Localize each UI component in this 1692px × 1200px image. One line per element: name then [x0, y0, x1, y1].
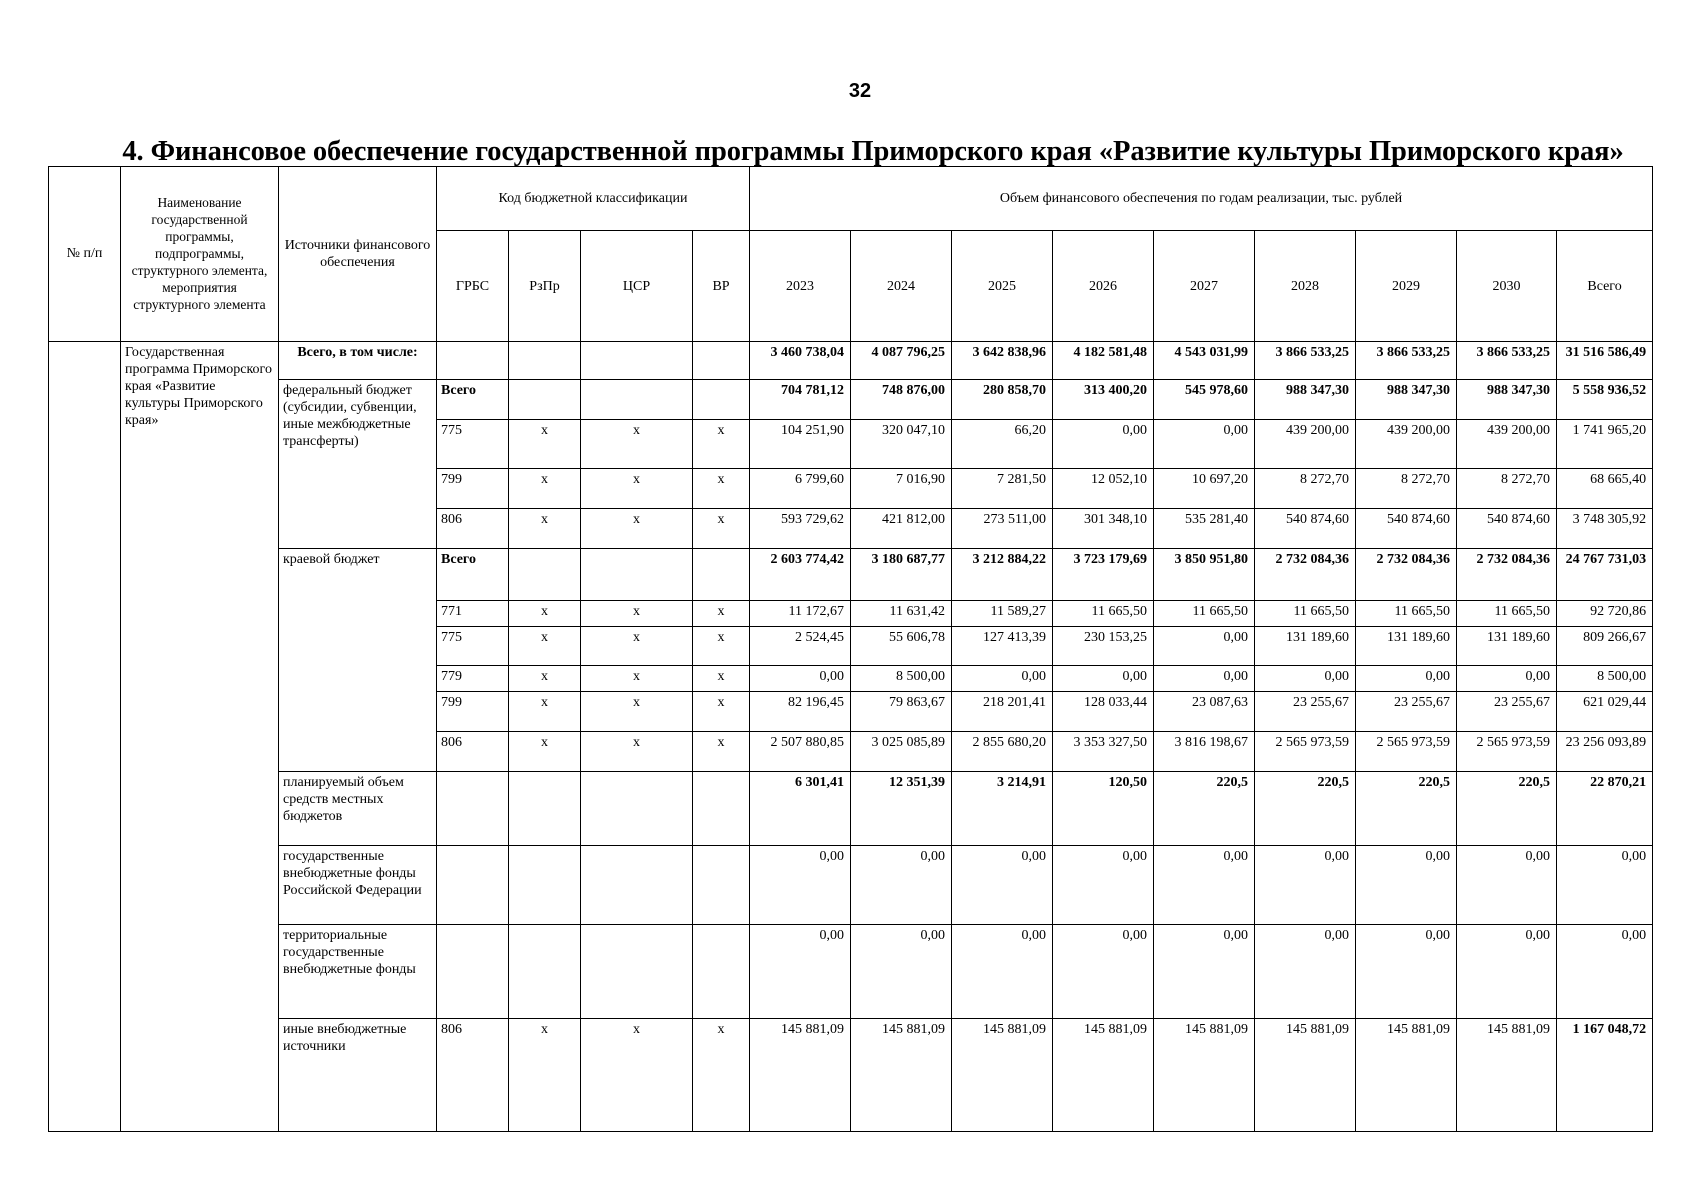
value-cell: 220,5	[1356, 772, 1457, 846]
value-cell: 3 180 687,77	[851, 548, 952, 600]
value-cell: 439 200,00	[1457, 420, 1557, 468]
row-number-cell	[49, 341, 121, 1131]
cell-rzpr: x	[509, 468, 581, 508]
value-cell: 145 881,09	[1356, 1019, 1457, 1132]
header-budget-code: Код бюджетной классификации	[437, 167, 750, 231]
value-cell-total: 621 029,44	[1557, 691, 1653, 731]
cell-grbs	[437, 341, 509, 379]
value-cell: 704 781,12	[750, 380, 851, 420]
value-cell-total: 1 741 965,20	[1557, 420, 1653, 468]
value-cell: 145 881,09	[1255, 1019, 1356, 1132]
header-year: 2026	[1053, 231, 1154, 342]
table-row	[49, 548, 1653, 600]
value-cell: 127 413,39	[952, 627, 1053, 665]
value-cell: 11 665,50	[1154, 601, 1255, 627]
value-cell: 2 524,45	[750, 627, 851, 665]
value-cell: 4 543 031,99	[1154, 341, 1255, 379]
table-row	[49, 1019, 1653, 1132]
value-cell: 128 033,44	[1053, 691, 1154, 731]
header-num: № п/п	[49, 167, 121, 342]
value-cell-total: 3 748 305,92	[1557, 508, 1653, 548]
value-cell: 0,00	[1053, 846, 1154, 924]
cell-grbs: 806	[437, 1019, 509, 1132]
value-cell: 0,00	[1457, 924, 1557, 1018]
value-cell: 4 087 796,25	[851, 341, 952, 379]
value-cell: 3 212 884,22	[952, 548, 1053, 600]
value-cell: 988 347,30	[1356, 380, 1457, 420]
value-cell-total: 809 266,67	[1557, 627, 1653, 665]
value-cell: 82 196,45	[750, 691, 851, 731]
header-year: 2024	[851, 231, 952, 342]
value-cell-total: 22 870,21	[1557, 772, 1653, 846]
value-cell: 0,00	[1356, 846, 1457, 924]
value-cell-total: 8 500,00	[1557, 665, 1653, 691]
value-cell: 218 201,41	[952, 691, 1053, 731]
cell-csr	[581, 924, 693, 1018]
value-cell: 3 850 951,80	[1154, 548, 1255, 600]
value-cell: 11 665,50	[1255, 601, 1356, 627]
value-cell: 11 665,50	[1053, 601, 1154, 627]
value-cell-total: 68 665,40	[1557, 468, 1653, 508]
value-cell: 3 353 327,50	[1053, 731, 1154, 771]
value-cell-total: 24 767 731,03	[1557, 548, 1653, 600]
header-grbs: ГРБС	[437, 231, 509, 342]
value-cell-total: 31 516 586,49	[1557, 341, 1653, 379]
value-cell: 2 565 973,59	[1457, 731, 1557, 771]
value-cell: 11 665,50	[1356, 601, 1457, 627]
value-cell: 6 301,41	[750, 772, 851, 846]
cell-vr: x	[693, 508, 750, 548]
source-local: планируемый объем средств местных бюджетов	[279, 772, 437, 846]
cell-vr	[693, 846, 750, 924]
financing-table	[48, 166, 1653, 1132]
value-cell: 4 182 581,48	[1053, 341, 1154, 379]
cell-grbs: 775	[437, 420, 509, 468]
value-cell: 8 272,70	[1255, 468, 1356, 508]
value-cell: 3 214,91	[952, 772, 1053, 846]
cell-vr: x	[693, 1019, 750, 1132]
cell-vr: x	[693, 627, 750, 665]
cell-vr: x	[693, 665, 750, 691]
value-cell: 540 874,60	[1356, 508, 1457, 548]
cell-grbs: 775	[437, 627, 509, 665]
value-cell: 145 881,09	[1457, 1019, 1557, 1132]
value-cell: 545 978,60	[1154, 380, 1255, 420]
value-cell: 6 799,60	[750, 468, 851, 508]
cell-csr: x	[581, 731, 693, 771]
cell-rzpr: x	[509, 508, 581, 548]
cell-grbs: 779	[437, 665, 509, 691]
value-cell: 2 732 084,36	[1255, 548, 1356, 600]
cell-csr	[581, 548, 693, 600]
value-cell: 3 866 533,25	[1457, 341, 1557, 379]
cell-vr: x	[693, 691, 750, 731]
value-cell: 439 200,00	[1356, 420, 1457, 468]
table-row	[49, 924, 1653, 1018]
source-regional: краевой бюджет	[279, 548, 437, 771]
cell-csr: x	[581, 468, 693, 508]
value-cell: 145 881,09	[952, 1019, 1053, 1132]
value-cell: 11 665,50	[1457, 601, 1557, 627]
value-cell-total: 0,00	[1557, 846, 1653, 924]
value-cell: 0,00	[1255, 665, 1356, 691]
cell-csr	[581, 341, 693, 379]
cell-vr	[693, 380, 750, 420]
value-cell: 593 729,62	[750, 508, 851, 548]
value-cell: 2 732 084,36	[1457, 548, 1557, 600]
value-cell: 8 272,70	[1457, 468, 1557, 508]
cell-vr	[693, 924, 750, 1018]
value-cell-total: 92 720,86	[1557, 601, 1653, 627]
header-year-total: Всего	[1557, 231, 1653, 342]
cell-csr	[581, 846, 693, 924]
value-cell-total: 1 167 048,72	[1557, 1019, 1653, 1132]
value-cell: 145 881,09	[851, 1019, 952, 1132]
value-cell: 0,00	[1154, 924, 1255, 1018]
value-cell: 0,00	[952, 846, 1053, 924]
value-cell: 0,00	[1255, 924, 1356, 1018]
cell-rzpr: x	[509, 691, 581, 731]
cell-grbs	[437, 924, 509, 1018]
cell-rzpr: x	[509, 1019, 581, 1132]
value-cell: 131 189,60	[1457, 627, 1557, 665]
source-territorial-funds: территориальные государственные внебюджетные фонды	[279, 924, 437, 1018]
value-cell: 3 866 533,25	[1255, 341, 1356, 379]
cell-grbs: 799	[437, 468, 509, 508]
value-cell: 0,00	[1457, 846, 1557, 924]
value-cell: 23 255,67	[1457, 691, 1557, 731]
value-cell: 0,00	[750, 846, 851, 924]
value-cell: 2 732 084,36	[1356, 548, 1457, 600]
header-year: 2030	[1457, 231, 1557, 342]
header-csr: ЦСР	[581, 231, 693, 342]
value-cell: 12 351,39	[851, 772, 952, 846]
value-cell: 23 087,63	[1154, 691, 1255, 731]
value-cell: 10 697,20	[1154, 468, 1255, 508]
value-cell: 145 881,09	[750, 1019, 851, 1132]
value-cell: 3 816 198,67	[1154, 731, 1255, 771]
value-cell: 0,00	[1154, 627, 1255, 665]
value-cell: 0,00	[750, 665, 851, 691]
value-cell: 23 255,67	[1356, 691, 1457, 731]
value-cell: 3 866 533,25	[1356, 341, 1457, 379]
table-row	[49, 341, 1653, 379]
value-cell: 0,00	[952, 665, 1053, 691]
header-name: Наименование государственной программы, подпрограммы, структурного элемента, мероприятия структурного элемента	[121, 167, 279, 342]
value-cell: 273 511,00	[952, 508, 1053, 548]
cell-grbs	[437, 846, 509, 924]
value-cell: 988 347,30	[1255, 380, 1356, 420]
value-cell: 145 881,09	[1154, 1019, 1255, 1132]
source-total: Всего, в том числе:	[279, 341, 437, 379]
cell-csr: x	[581, 691, 693, 731]
value-cell: 220,5	[1457, 772, 1557, 846]
cell-vr: x	[693, 731, 750, 771]
cell-csr: x	[581, 601, 693, 627]
source-federal: федеральный бюджет (субсидии, субвенции, иные межбюджетные трансферты)	[279, 380, 437, 549]
value-cell: 3 642 838,96	[952, 341, 1053, 379]
value-cell: 0,00	[1154, 665, 1255, 691]
cell-rzpr: x	[509, 601, 581, 627]
table-row	[49, 772, 1653, 846]
source-other: иные внебюджетные источники	[279, 1019, 437, 1132]
cell-rzpr: x	[509, 420, 581, 468]
value-cell: 0,00	[750, 924, 851, 1018]
header-year: 2027	[1154, 231, 1255, 342]
value-cell: 220,5	[1255, 772, 1356, 846]
value-cell: 301 348,10	[1053, 508, 1154, 548]
value-cell: 0,00	[1053, 420, 1154, 468]
cell-grbs: 806	[437, 731, 509, 771]
source-state-funds: государственные внебюджетные фонды Российской Федерации	[279, 846, 437, 924]
value-cell: 0,00	[1053, 924, 1154, 1018]
cell-rzpr: x	[509, 731, 581, 771]
value-cell: 280 858,70	[952, 380, 1053, 420]
value-cell: 0,00	[1457, 665, 1557, 691]
header-vr: ВР	[693, 231, 750, 342]
value-cell: 2 855 680,20	[952, 731, 1053, 771]
cell-grbs: 771	[437, 601, 509, 627]
value-cell: 748 876,00	[851, 380, 952, 420]
cell-vr	[693, 772, 750, 846]
cell-vr: x	[693, 601, 750, 627]
value-cell-total: 5 558 936,52	[1557, 380, 1653, 420]
value-cell: 421 812,00	[851, 508, 952, 548]
value-cell: 0,00	[851, 924, 952, 1018]
cell-rzpr	[509, 772, 581, 846]
value-cell: 120,50	[1053, 772, 1154, 846]
value-cell: 0,00	[1154, 420, 1255, 468]
value-cell: 0,00	[1356, 665, 1457, 691]
cell-csr	[581, 772, 693, 846]
header-rzpr: РзПр	[509, 231, 581, 342]
value-cell: 7 281,50	[952, 468, 1053, 508]
cell-rzpr: x	[509, 665, 581, 691]
value-cell: 439 200,00	[1255, 420, 1356, 468]
header-volume: Объем финансового обеспечения по годам реализации, тыс. рублей	[750, 167, 1653, 231]
value-cell: 131 189,60	[1255, 627, 1356, 665]
table-row	[49, 380, 1653, 420]
value-cell: 66,20	[952, 420, 1053, 468]
value-cell: 131 189,60	[1356, 627, 1457, 665]
value-cell: 79 863,67	[851, 691, 952, 731]
cell-rzpr	[509, 341, 581, 379]
value-cell: 3 723 179,69	[1053, 548, 1154, 600]
value-cell: 2 565 973,59	[1356, 731, 1457, 771]
header-year: 2025	[952, 231, 1053, 342]
value-cell: 55 606,78	[851, 627, 952, 665]
program-name-cell: Государственная программа Приморского края «Развитие культуры Приморского края»	[121, 341, 279, 1131]
value-cell: 988 347,30	[1457, 380, 1557, 420]
value-cell: 3 025 085,89	[851, 731, 952, 771]
value-cell: 0,00	[952, 924, 1053, 1018]
value-cell: 230 153,25	[1053, 627, 1154, 665]
value-cell: 8 272,70	[1356, 468, 1457, 508]
cell-grbs: Всего	[437, 548, 509, 600]
value-cell: 8 500,00	[851, 665, 952, 691]
cell-vr	[693, 548, 750, 600]
value-cell: 540 874,60	[1255, 508, 1356, 548]
value-cell: 0,00	[851, 846, 952, 924]
value-cell: 220,5	[1154, 772, 1255, 846]
cell-rzpr: x	[509, 627, 581, 665]
table-row	[49, 846, 1653, 924]
value-cell: 12 052,10	[1053, 468, 1154, 508]
document-title: 4. Финансовое обеспечение государственной программы Приморского края «Развитие культуры Приморского края»	[122, 136, 1624, 167]
cell-vr	[693, 341, 750, 379]
page-number: 32	[848, 80, 872, 102]
cell-csr: x	[581, 420, 693, 468]
value-cell: 313 400,20	[1053, 380, 1154, 420]
value-cell: 23 255,67	[1255, 691, 1356, 731]
value-cell: 535 281,40	[1154, 508, 1255, 548]
value-cell: 11 172,67	[750, 601, 851, 627]
header-sources: Источники финансового обеспечения	[279, 167, 437, 342]
value-cell: 104 251,90	[750, 420, 851, 468]
cell-rzpr	[509, 548, 581, 600]
value-cell: 145 881,09	[1053, 1019, 1154, 1132]
value-cell: 3 460 738,04	[750, 341, 851, 379]
cell-grbs	[437, 772, 509, 846]
value-cell: 0,00	[1255, 846, 1356, 924]
cell-csr	[581, 380, 693, 420]
value-cell: 2 565 973,59	[1255, 731, 1356, 771]
value-cell-total: 23 256 093,89	[1557, 731, 1653, 771]
cell-csr: x	[581, 1019, 693, 1132]
cell-rzpr	[509, 380, 581, 420]
cell-rzpr	[509, 846, 581, 924]
cell-csr: x	[581, 508, 693, 548]
cell-vr: x	[693, 420, 750, 468]
cell-vr: x	[693, 468, 750, 508]
value-cell: 540 874,60	[1457, 508, 1557, 548]
value-cell: 320 047,10	[851, 420, 952, 468]
value-cell: 0,00	[1356, 924, 1457, 1018]
value-cell: 0,00	[1053, 665, 1154, 691]
value-cell: 11 589,27	[952, 601, 1053, 627]
value-cell: 2 603 774,42	[750, 548, 851, 600]
header-year: 2028	[1255, 231, 1356, 342]
cell-csr: x	[581, 665, 693, 691]
value-cell: 11 631,42	[851, 601, 952, 627]
header-row-1	[49, 167, 1653, 231]
value-cell: 2 507 880,85	[750, 731, 851, 771]
cell-rzpr	[509, 924, 581, 1018]
cell-grbs: 799	[437, 691, 509, 731]
value-cell-total: 0,00	[1557, 924, 1653, 1018]
cell-csr: x	[581, 627, 693, 665]
header-year: 2029	[1356, 231, 1457, 342]
header-year: 2023	[750, 231, 851, 342]
cell-grbs: Всего	[437, 380, 509, 420]
cell-grbs: 806	[437, 508, 509, 548]
value-cell: 7 016,90	[851, 468, 952, 508]
value-cell: 0,00	[1154, 846, 1255, 924]
